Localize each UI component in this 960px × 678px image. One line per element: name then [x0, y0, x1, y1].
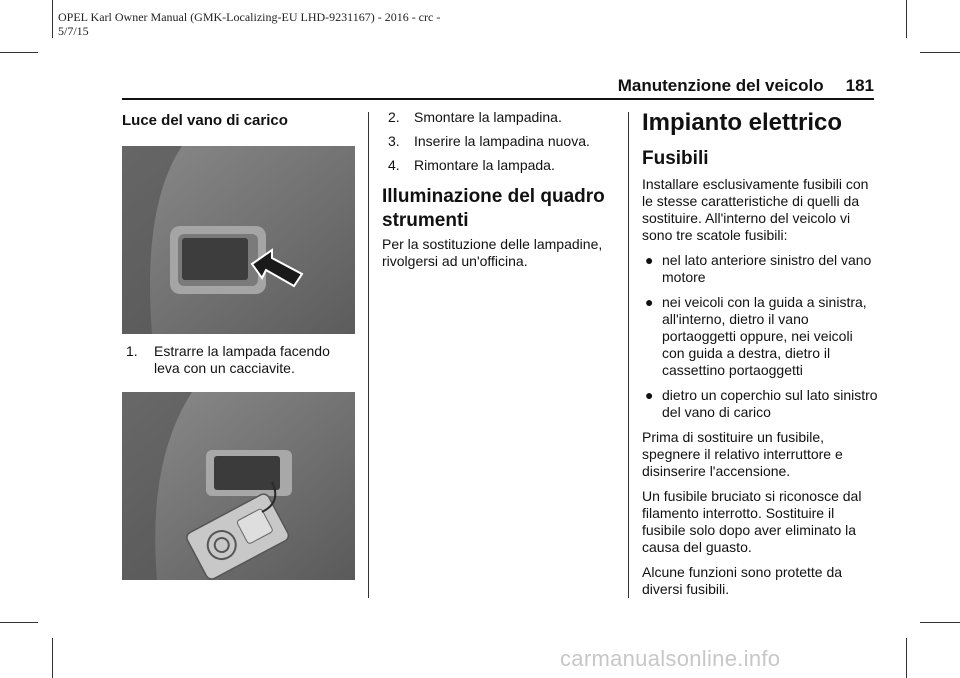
bullet-text: dietro un coperchio sul lato sinistro del vano di carico — [662, 387, 878, 420]
instrument-lighting-heading: Illuminazione del quadro strumenti — [382, 186, 605, 231]
crop-mark — [0, 622, 38, 623]
bullet-icon: ● — [645, 252, 654, 268]
running-title — [540, 76, 874, 96]
document-header-line1: OPEL Karl Owner Manual (GMK-Localizing-EU LHD-9231167) - 2016 - crc - — [58, 10, 441, 24]
electrical-system-title: Impianto elettrico — [642, 109, 843, 136]
column-divider — [368, 112, 369, 598]
step-number: 3. — [388, 133, 400, 149]
step-text: Rimontare la lampada. — [414, 157, 555, 173]
list-item — [642, 387, 878, 421]
crop-mark — [52, 0, 53, 38]
step-1 — [126, 343, 358, 377]
replacement-steps — [388, 109, 613, 181]
paragraph: Un fusibile bruciato si riconosce dal filamento interrotto. Sostituire il fusibile solo dopo aver eliminato la causa del guasto. — [642, 488, 862, 555]
cargo-lamp-photo — [122, 146, 355, 334]
watermark: carmanualsonline.info — [560, 646, 781, 671]
list-item — [388, 133, 613, 150]
bullet-icon: ● — [645, 387, 654, 403]
list-item — [642, 252, 878, 286]
bullet-text: nel lato anteriore sinistro del vano motore — [662, 252, 872, 285]
step-text: Estrarre la lampada facendo leva con un cacciavite. — [154, 343, 330, 376]
step-number: 2. — [388, 109, 400, 125]
crop-mark — [52, 638, 53, 678]
page-number: 181 — [845, 76, 874, 95]
crop-mark — [920, 52, 960, 53]
section-title: Manutenzione del veicolo — [617, 76, 824, 95]
list-item — [388, 157, 613, 174]
bullet-text: nei veicoli con la guida a sinistra, all'interno, dietro il vano portaoggetti oppure, nei veicoli con guida a destra, dietro il cassettino portaoggetti — [662, 294, 867, 378]
document-header-line2: 5/7/15 — [58, 24, 89, 38]
crop-mark — [920, 622, 960, 623]
paragraph: Prima di sostituire un fusibile, spegnere il relativo interruttore e disinserire l'accensione. — [642, 429, 843, 479]
bullet-icon: ● — [645, 294, 654, 310]
lamp-removed-photo — [122, 392, 355, 580]
paragraph: Installare esclusivamente fusibili con le stesse caratteristiche di quelli da sostituire. All'interno del veicolo vi sono tre scatole fusibili: — [642, 176, 869, 243]
step-number: 1. — [126, 343, 138, 359]
list-item — [388, 109, 613, 126]
crop-mark — [906, 638, 907, 678]
step-text: Smontare la lampadina. — [414, 109, 562, 125]
document-header — [58, 10, 440, 38]
column-divider — [628, 112, 629, 598]
fuses-subtitle: Fusibili — [642, 148, 709, 169]
crop-mark — [0, 52, 38, 53]
header-rule — [122, 98, 874, 100]
crop-mark — [906, 0, 907, 38]
list-item — [642, 294, 878, 379]
step-text: Inserire la lampadina nuova. — [414, 133, 590, 149]
instrument-lighting-text: Per la sostituzione delle lampadine, rivolgersi ad un'officina. — [382, 236, 603, 269]
cargo-light-heading: Luce del vano di carico — [122, 112, 288, 129]
step-number: 4. — [388, 157, 400, 173]
fuses-text — [642, 176, 878, 606]
paragraph: Alcune funzioni sono protette da diversi fusibili. — [642, 564, 843, 597]
